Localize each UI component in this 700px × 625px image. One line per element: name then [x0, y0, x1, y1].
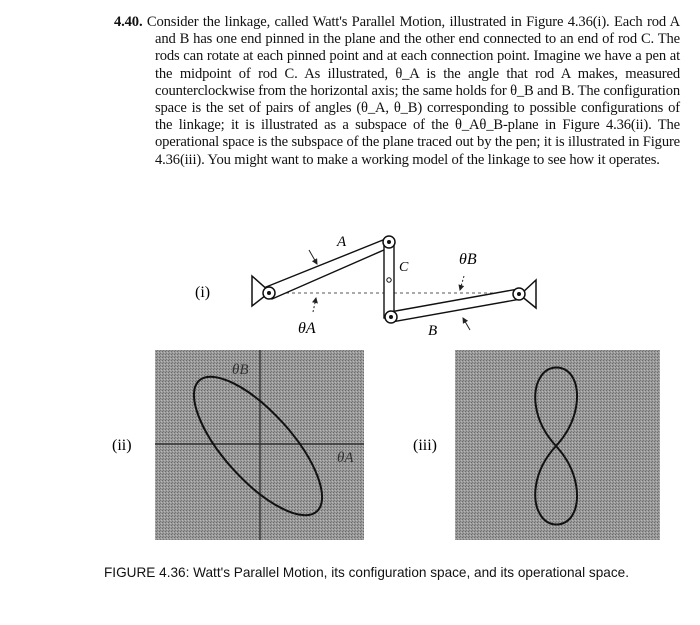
problem-number: 4.40. — [114, 14, 143, 30]
panel-iii-label: (iii) — [413, 437, 437, 454]
caption-text: Watt's Parallel Motion, its configuration space, and its operational space. — [193, 565, 629, 580]
theta-a-arrow — [313, 298, 316, 312]
pin-right-center — [517, 292, 521, 296]
rod-a — [266, 238, 393, 299]
rod-a-arrow — [309, 250, 317, 264]
pin-a-c-center — [387, 240, 391, 244]
rod-b — [390, 289, 521, 322]
figure-caption — [104, 563, 684, 582]
rod-c-label: C — [399, 260, 409, 275]
problem-text: Consider the linkage, called Watt's Parallel Motion, illustrated in Figure 4.36(i). Each rod A and B has one end pinned in the plane and the other end connected to an end of rod C. The rods can rotate at each pinned point and at each connection point. Imagine we have a pen at the midpoint of rod C. As illustrated, θ_A is the angle that rod A makes, measured counterclockwise from the horizontal axis; the same holds for θ_B and B. The configuration space is the set of pairs of angles (θ_A, θ_B) corresponding to possible configurations of the linkage; it is illustrated as a subspace of the θ_Aθ_B-plane in Figure 4.36(ii). The operational space is the subspace of the plane traced out by the pen; it is illustrated in Figure 4.36(iii). You might want to make a working model of the linkage to see how it operates. — [146, 14, 681, 168]
rod-a-label: A — [337, 234, 347, 250]
pen-midpoint — [387, 278, 391, 282]
theta-a-label: θA — [298, 320, 316, 337]
rod-b-arrow — [463, 318, 470, 330]
panel-i-label: (i) — [195, 284, 211, 301]
axis-theta-b-label: θB — [232, 362, 249, 378]
rod-b-label: B — [428, 323, 438, 339]
panel-ii-configuration-space — [112, 350, 364, 540]
panel-iii-operational-space — [413, 350, 660, 540]
axis-theta-a-label: θA — [337, 450, 354, 466]
theta-b-arrow — [460, 276, 464, 290]
pin-b-c-center — [389, 315, 393, 319]
pin-left-center — [267, 291, 271, 295]
caption-label: FIGURE 4.36: — [104, 565, 190, 580]
panel-ii-label: (ii) — [112, 437, 132, 454]
theta-b-label: θB — [459, 251, 477, 268]
panel-i-linkage — [195, 234, 536, 339]
